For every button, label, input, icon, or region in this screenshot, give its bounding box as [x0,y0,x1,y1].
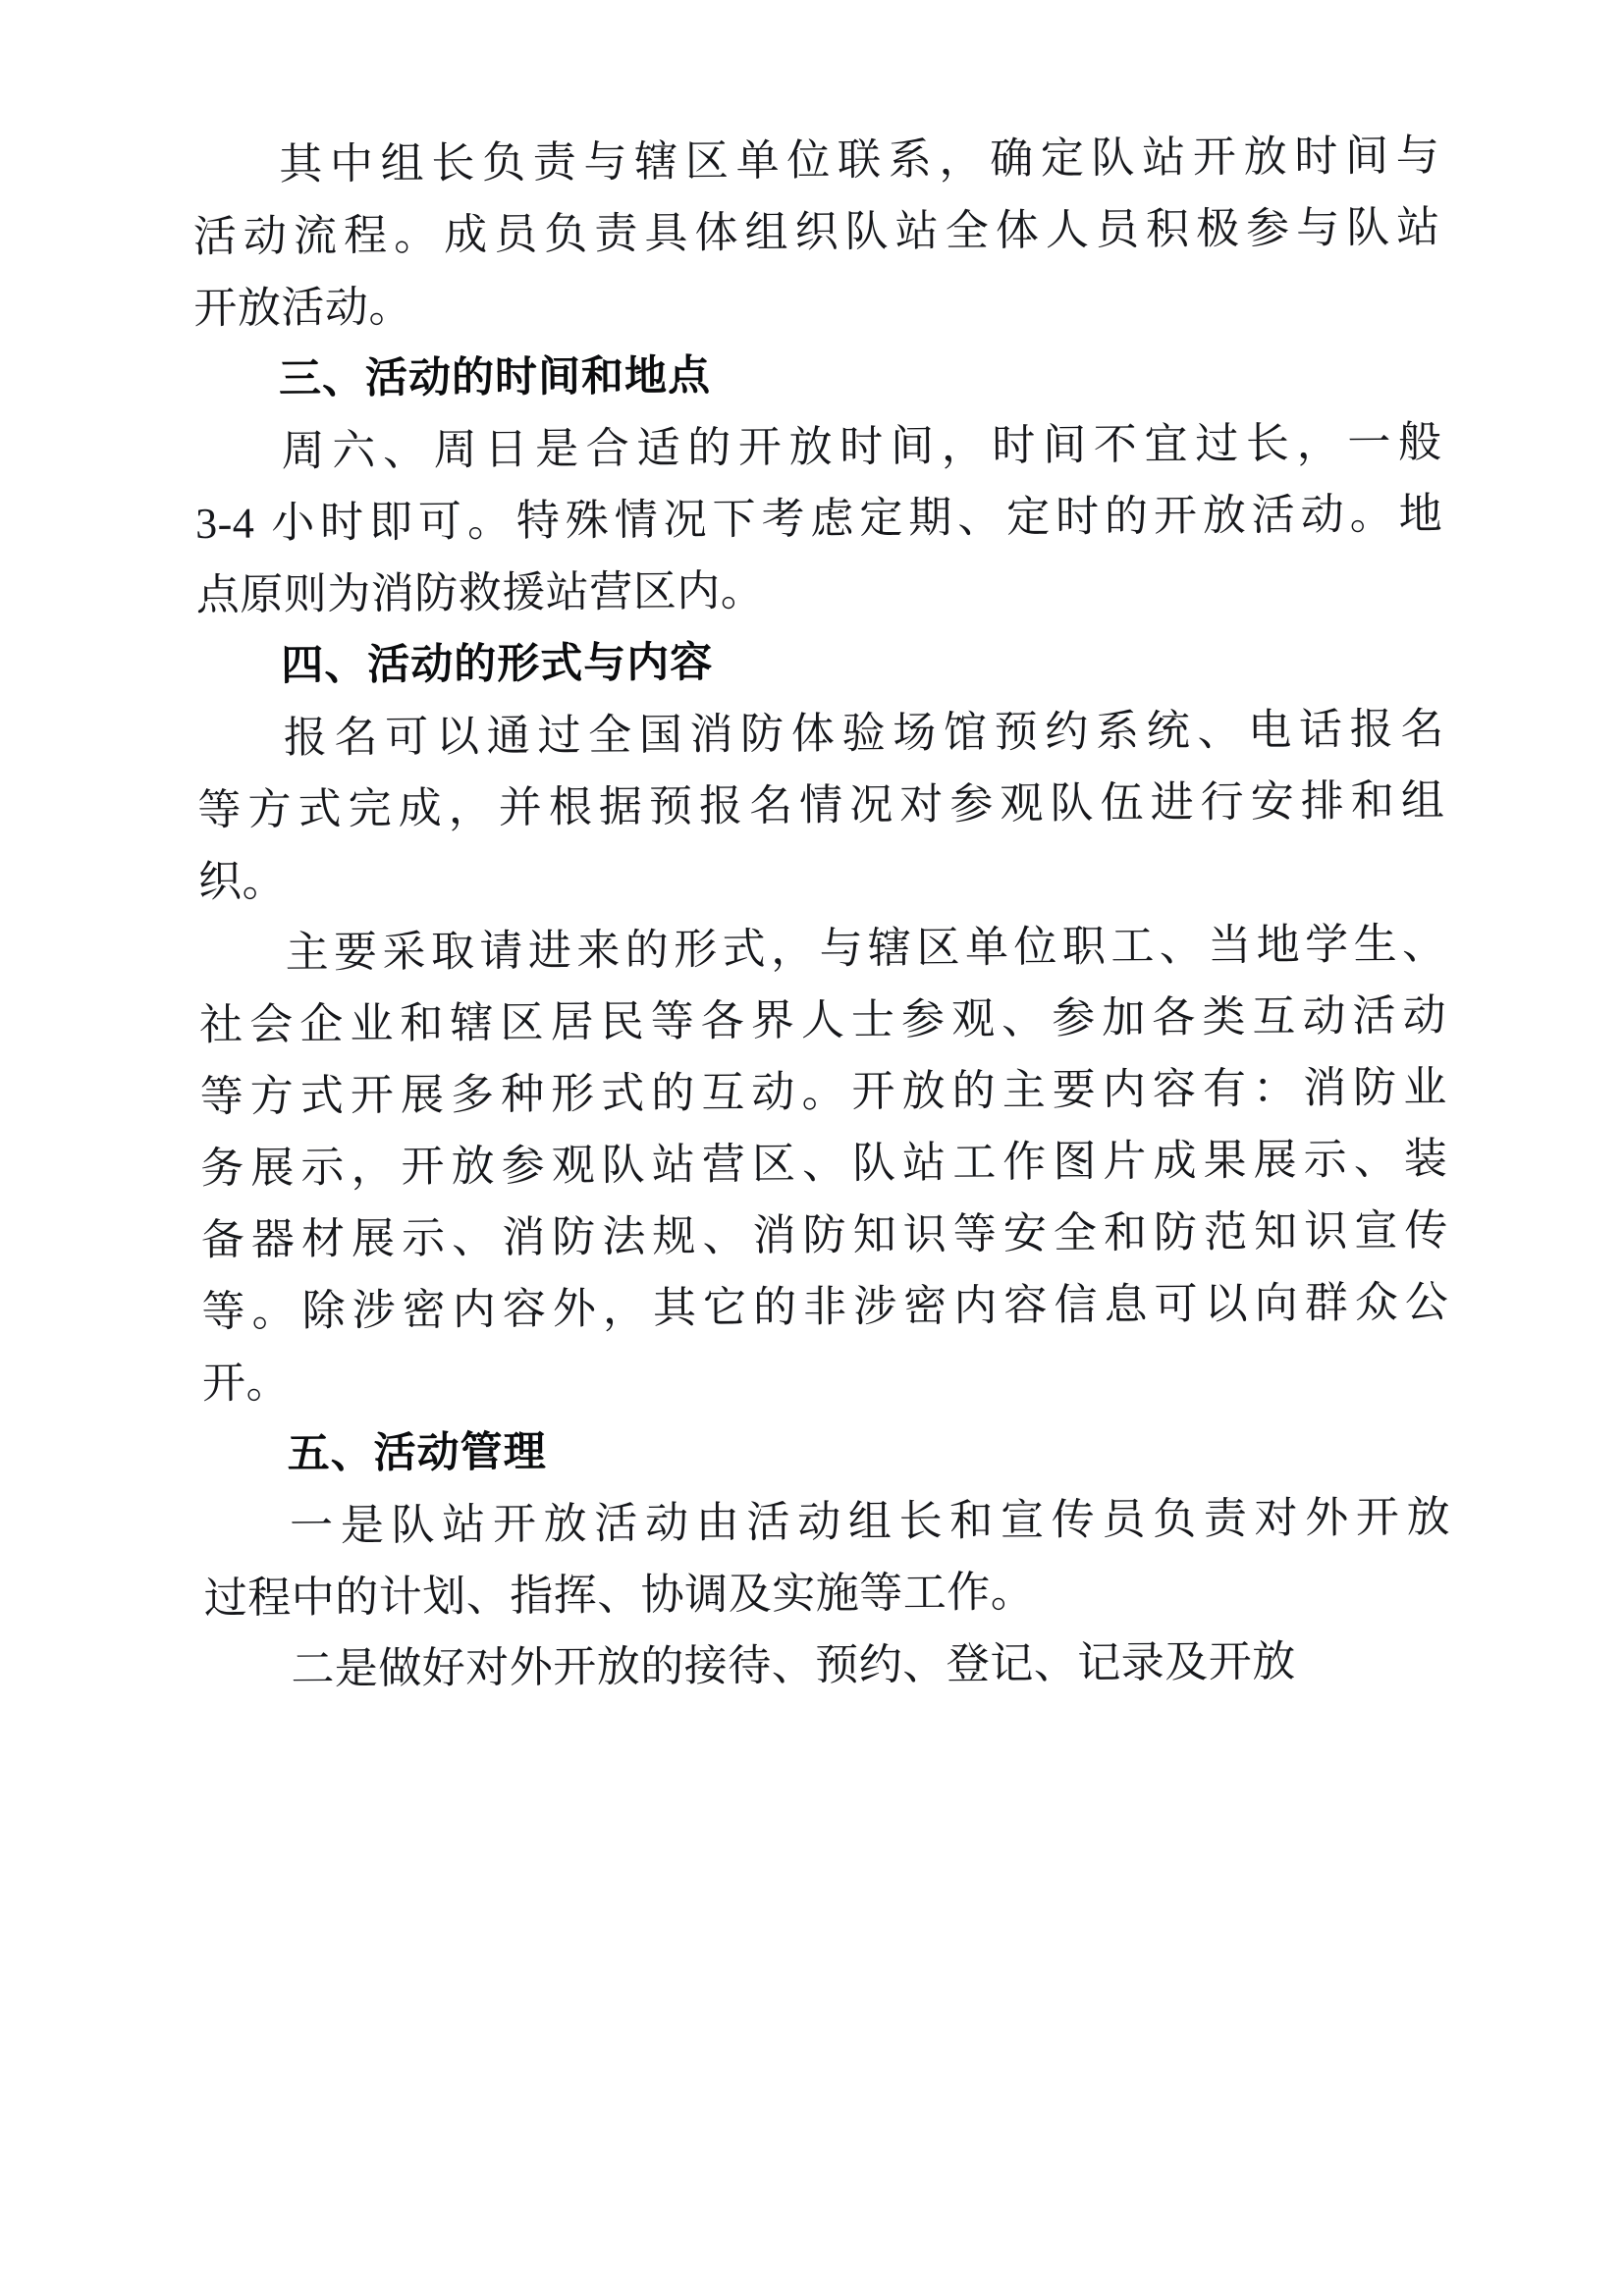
text-line: 过程中的计划、指挥、协调及实施等工作。 [203,1568,1035,1623]
heading-section-five: 五、活动管理 [287,1427,547,1479]
document-text-body [192,120,1452,1706]
text-line: 等。除涉密内容外，其它的非涉密内容信息可以向群众公 [201,1277,1449,1336]
text-line: 报名可以通过全国消防体验场馆预约系统、电话报名 [283,705,1445,763]
text-line: 开放活动。 [193,283,413,333]
text-line: 务展示，开放参观队站营区、队站工作图片成果展示、装 [200,1134,1448,1193]
text-line: 一是队站开放活动由活动组长和宣传员负责对外开放 [289,1492,1451,1551]
paragraph-open-day-content [198,908,1449,1419]
text-line: 备器材展示、消防法规、消防知识等安全和防范知识宣传 [200,1205,1449,1264]
paragraph-time-and-place [194,406,1443,631]
paragraph-management-item-one [203,1481,1451,1634]
paragraph-group-leader-duties [192,120,1441,345]
text-line: 主要采取请进来的形式，与辖区单位职工、当地学生、 [285,920,1446,978]
paragraph-registration [197,693,1446,918]
heading-section-four: 四、活动的形式与内容 [281,637,714,691]
text-line: 社会企业和辖区居民等各界人士参观、参加各类互动活动 [198,990,1447,1049]
text-line: 活动流程。成员负责具体组织队站全体人员积极参与队站 [192,203,1441,261]
paragraph-management-item-two [204,1625,1452,1706]
text-line: 其中组长负责与辖区单位联系，确定队站开放时间与 [279,132,1440,189]
text-line: 点原则为消防救援站营区内。 [195,566,765,619]
text-line: 二是做好对外开放的接待、预约、登记、记录及开放 [291,1637,1296,1694]
heading-section-three: 三、活动的时间和地点 [278,350,712,404]
text-line: 等方式开展多种形式的互动。开放的主要内容有：消防业 [199,1062,1447,1121]
text-line: 周六、周日是合适的开放时间，时间不宜过长，一般 [281,418,1442,476]
text-line: 3-4 小时即可。特殊情况下考虑定期、定时的开放活动。地 [194,490,1443,548]
text-line: 等方式完成，并根据预报名情况对参观队伍进行安排和组 [197,776,1445,834]
text-line: 开。 [201,1359,291,1408]
text-line: 织。 [197,857,287,906]
